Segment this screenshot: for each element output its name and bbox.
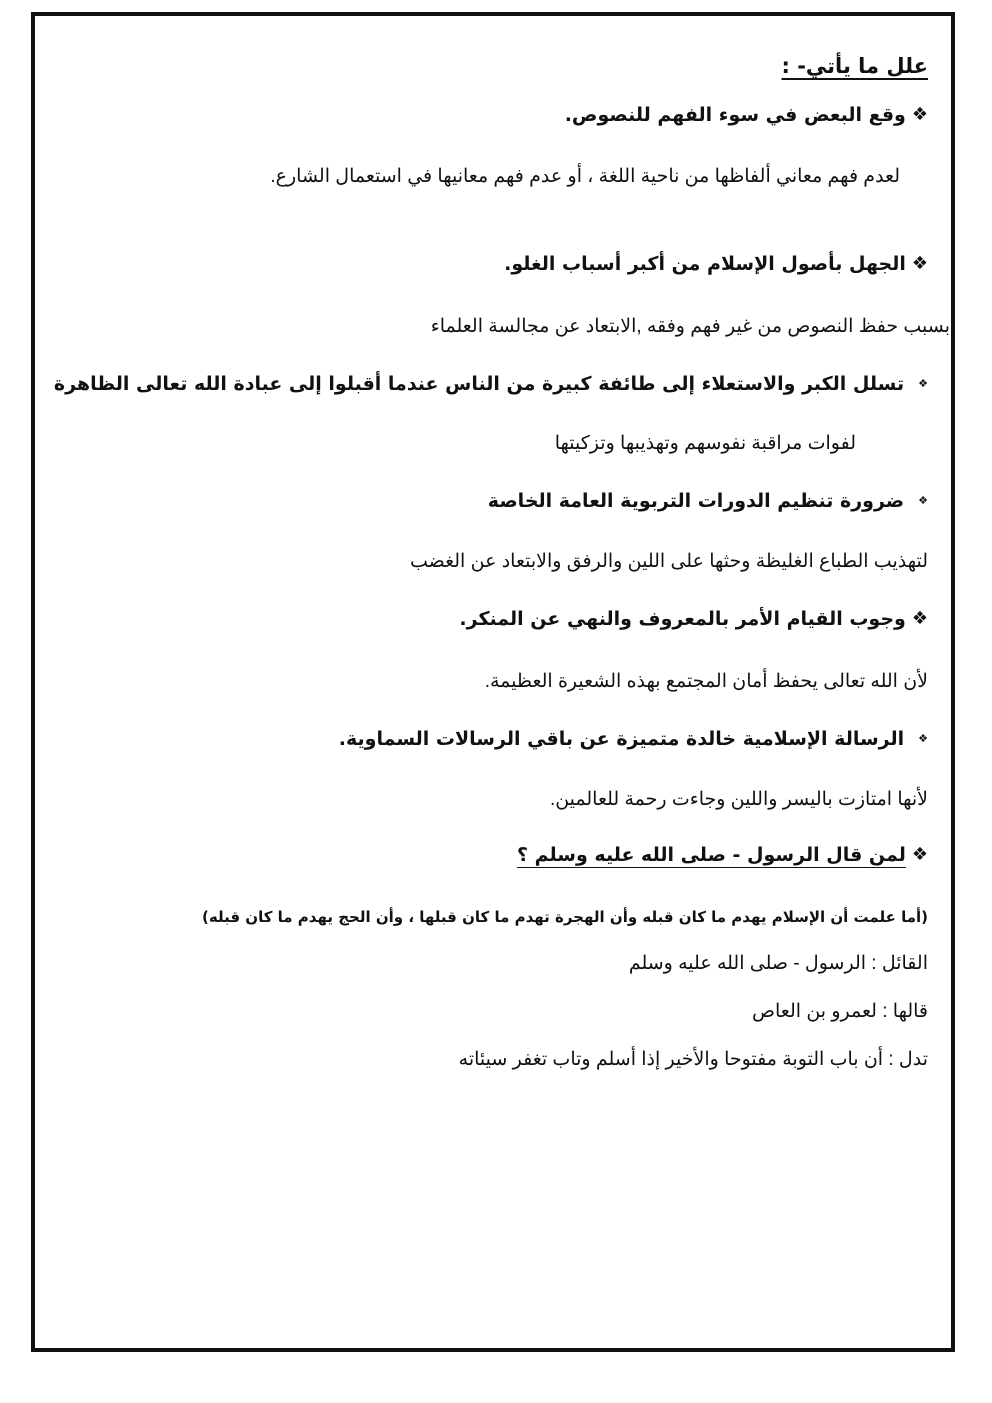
small-bullet-icon: ❖ [918, 377, 928, 390]
diamond-bullet-icon: ❖ [911, 608, 928, 629]
question-1-text: وقع البعض في سوء الفهم للنصوص. [564, 104, 906, 126]
question-6-text: الرسالة الإسلامية خالدة متميزة عن باقي الرسالات السماوية. [338, 728, 905, 750]
quote-meaning: تدل : أن باب التوبة مفتوحا والأخير إذا أسلم وتاب تغفر سيئاته [458, 1049, 928, 1070]
diamond-bullet-icon: ❖ [911, 253, 928, 274]
answer-5: لأن الله تعالى يحفظ أمان المجتمع بهذه الشعيرة العظيمة. [484, 671, 928, 692]
quote-question-text: لمن قال الرسول - صلى الله عليه وسلم ؟ [517, 844, 906, 866]
question-5 [459, 608, 928, 630]
question-4 [488, 490, 928, 512]
page-heading: علل ما يأتي- : [781, 54, 928, 78]
question-6 [339, 728, 928, 750]
answer-6: لأنها امتازت باليسر واللين وجاءت رحمة للعالمين. [549, 789, 928, 810]
question-2 [504, 253, 928, 275]
small-bullet-icon: ❖ [918, 494, 928, 507]
question-3 [54, 373, 928, 395]
answer-2: بسبب حفظ النصوص من غير فهم وفقه ,الابتعاد عن مجالسة العلماء [430, 316, 950, 337]
quote-addressee: قالها : لعمرو بن العاص [752, 1001, 928, 1022]
answer-4: لتهذيب الطباع الغليظة وحثها على اللين والرفق والابتعاد عن الغضب [409, 551, 928, 572]
diamond-bullet-icon: ❖ [911, 104, 928, 125]
question-3-text: تسلل الكبر والاستعلاء إلى طائفة كبيرة من الناس عندما أقبلوا إلى عبادة الله تعالى الظاهرة [53, 373, 905, 395]
quote-question [517, 844, 928, 866]
small-bullet-icon: ❖ [918, 732, 928, 745]
question-2-text: الجهل بأصول الإسلام من أكبر أسباب الغلو. [504, 253, 906, 275]
hadith-quote: (أما علمت أن الإسلام يهدم ما كان قبله وأن الهجرة تهدم ما كان قبلها ، وأن الحج يهدم ما كان قبله) [202, 908, 928, 926]
answer-3: لفوات مراقبة نفوسهم وتهذيبها وتزكيتها [554, 433, 856, 454]
quote-speaker: القائل : الرسول - صلى الله عليه وسلم [628, 953, 928, 974]
question-4-text: ضرورة تنظيم الدورات التربوية العامة الخاصة [487, 490, 905, 512]
question-1 [565, 104, 928, 126]
question-5-text: وجوب القيام الأمر بالمعروف والنهي عن المنكر. [459, 608, 906, 630]
diamond-bullet-icon: ❖ [911, 844, 928, 865]
answer-1: لعدم فهم معاني ألفاظها من ناحية اللغة ، أو عدم فهم معانيها في استعمال الشارع. [270, 166, 900, 187]
